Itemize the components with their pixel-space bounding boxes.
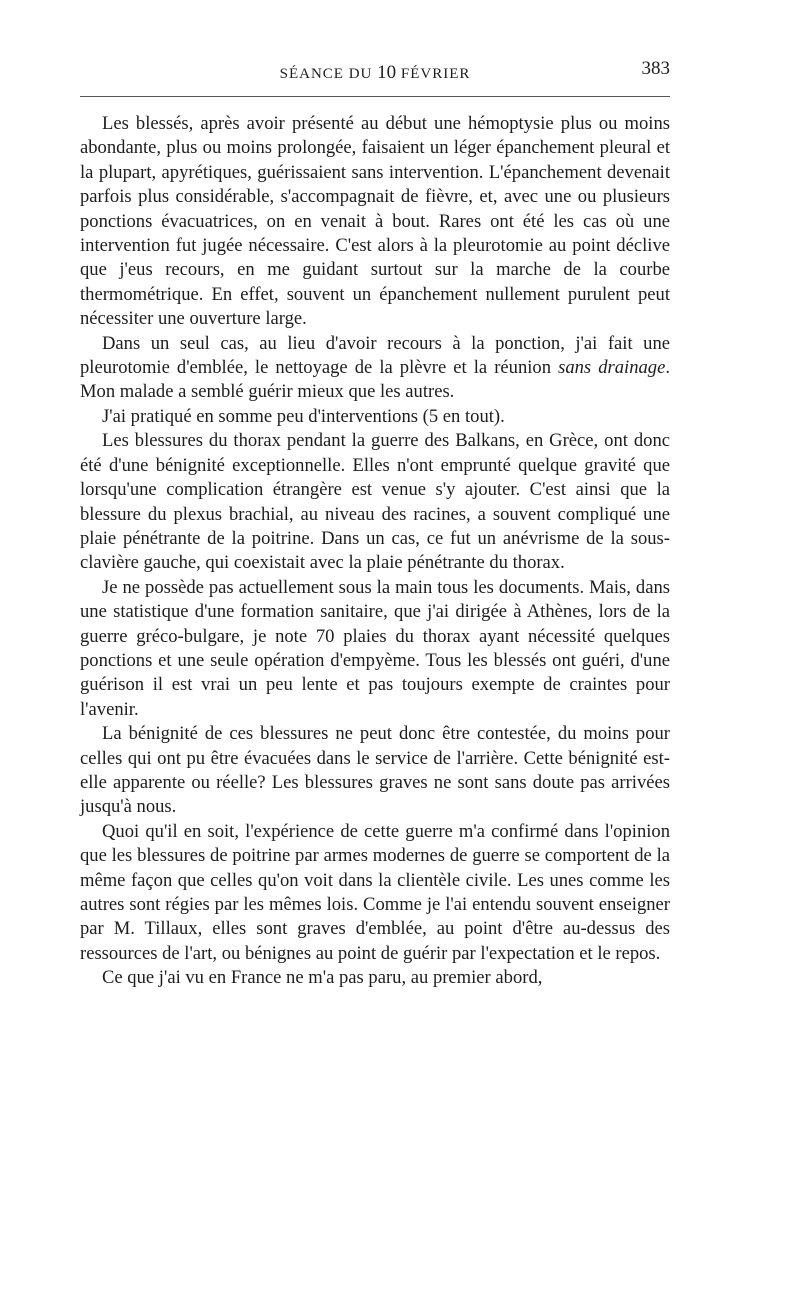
header-rule bbox=[80, 96, 670, 97]
paragraph-2-emphasis: sans drainage bbox=[558, 357, 666, 379]
book-page bbox=[80, 0, 670, 1290]
running-title-suffix: FÉVRIER bbox=[396, 66, 471, 82]
body-text bbox=[80, 112, 670, 991]
paragraph-8: Ce que j'ai vu en France ne m'a pas paru, au premier abord, bbox=[102, 967, 543, 989]
running-title-day: 10 bbox=[377, 62, 397, 83]
paragraph-2-start: Dans un seul cas, au lieu d'avoir recours à la ponction, j'ai fait une pleurotomie d'emblée, le nettoyage de la plèvre et la réunion bbox=[80, 332, 670, 379]
page-number: 383 bbox=[641, 58, 670, 79]
paragraph-5: Je ne possède pas actuellement sous la main tous les documents. Mais, dans une statistique d'une formation sanitaire, que j'ai dirigée à Athènes, lors de la guerre gréco-bulgare, je note 70 plaies du thorax ayant nécessité quelques ponctions et une seule opération d'empyème. Tous les blessés ont guéri, d'une guérison il est vrai un peu lente et pas toujours exempte de craintes pour l'avenir. bbox=[80, 576, 670, 720]
running-head bbox=[80, 58, 670, 84]
paragraph-1: Les blessés, après avoir présenté au début une hémoptysie plus ou moins abondante, plus ou moins prolongée, faisaient un léger épanchement pleural et la plupart, apyrétiques, guérissaient sans intervention. L'épanchement devenait parfois plus considérable, s'accompagnait de fièvre, et, avec une ou plusieurs ponctions évacuatrices, on en venait à bout. Rares ont été les cas où une intervention fut jugée nécessaire. C'est alors à la pleurotomie au point déclive que j'eus recours, en me guidant surtout sur la marche de la courbe thermométrique. En effet, souvent un épanchement nullement purulent peut nécessiter une ouverture large. bbox=[80, 113, 670, 330]
paragraph-3: J'ai pratiqué en somme peu d'interventions (5 en tout). bbox=[102, 405, 505, 427]
paragraph-2 bbox=[80, 332, 670, 405]
paragraph-6: La bénignité de ces blessures ne peut donc être contestée, du moins pour celles qui ont pu être évacuées dans le service de l'arrière. Cette bénignité est-elle apparente ou réelle? Les blessures graves ne sont sans doute pas arrivées jusqu'à nous. bbox=[80, 723, 670, 818]
paragraph-7: Quoi qu'il en soit, l'expérience de cette guerre m'a confirmé dans l'opinion que les blessures de poitrine par armes modernes de guerre se comportent de la même façon que celles qu'on voit dans la clientèle civile. Les unes comme les autres sont régies par les mêmes lois. Comme je l'ai entendu souvent enseigner par M. Tillaux, elles sont graves d'emblée, au point d'être au-dessus des ressources de l'art, ou bénignes au point de guérir par l'expectation et le repos. bbox=[80, 820, 670, 964]
running-title bbox=[80, 62, 670, 84]
running-title-prefix: SÉANCE DU bbox=[279, 66, 378, 82]
paragraph-4: Les blessures du thorax pendant la guerre des Balkans, en Grèce, ont donc été d'une bénignité exceptionnelle. Elles n'ont emprunté quelque gravité que lorsqu'une complication étrangère est venue s'y ajouter. C'est ainsi que la blessure du plexus brachial, au niveau des racines, a souvent compliqué une plaie pénétrante de la poitrine. Dans un cas, ce fut un anévrisme de la sous-clavière gauche, qui coexistait avec la plaie pénétrante du thorax. bbox=[80, 430, 670, 574]
paragraph-2-end: . Mon malade a semblé guérir mieux que les autres. bbox=[80, 357, 670, 403]
